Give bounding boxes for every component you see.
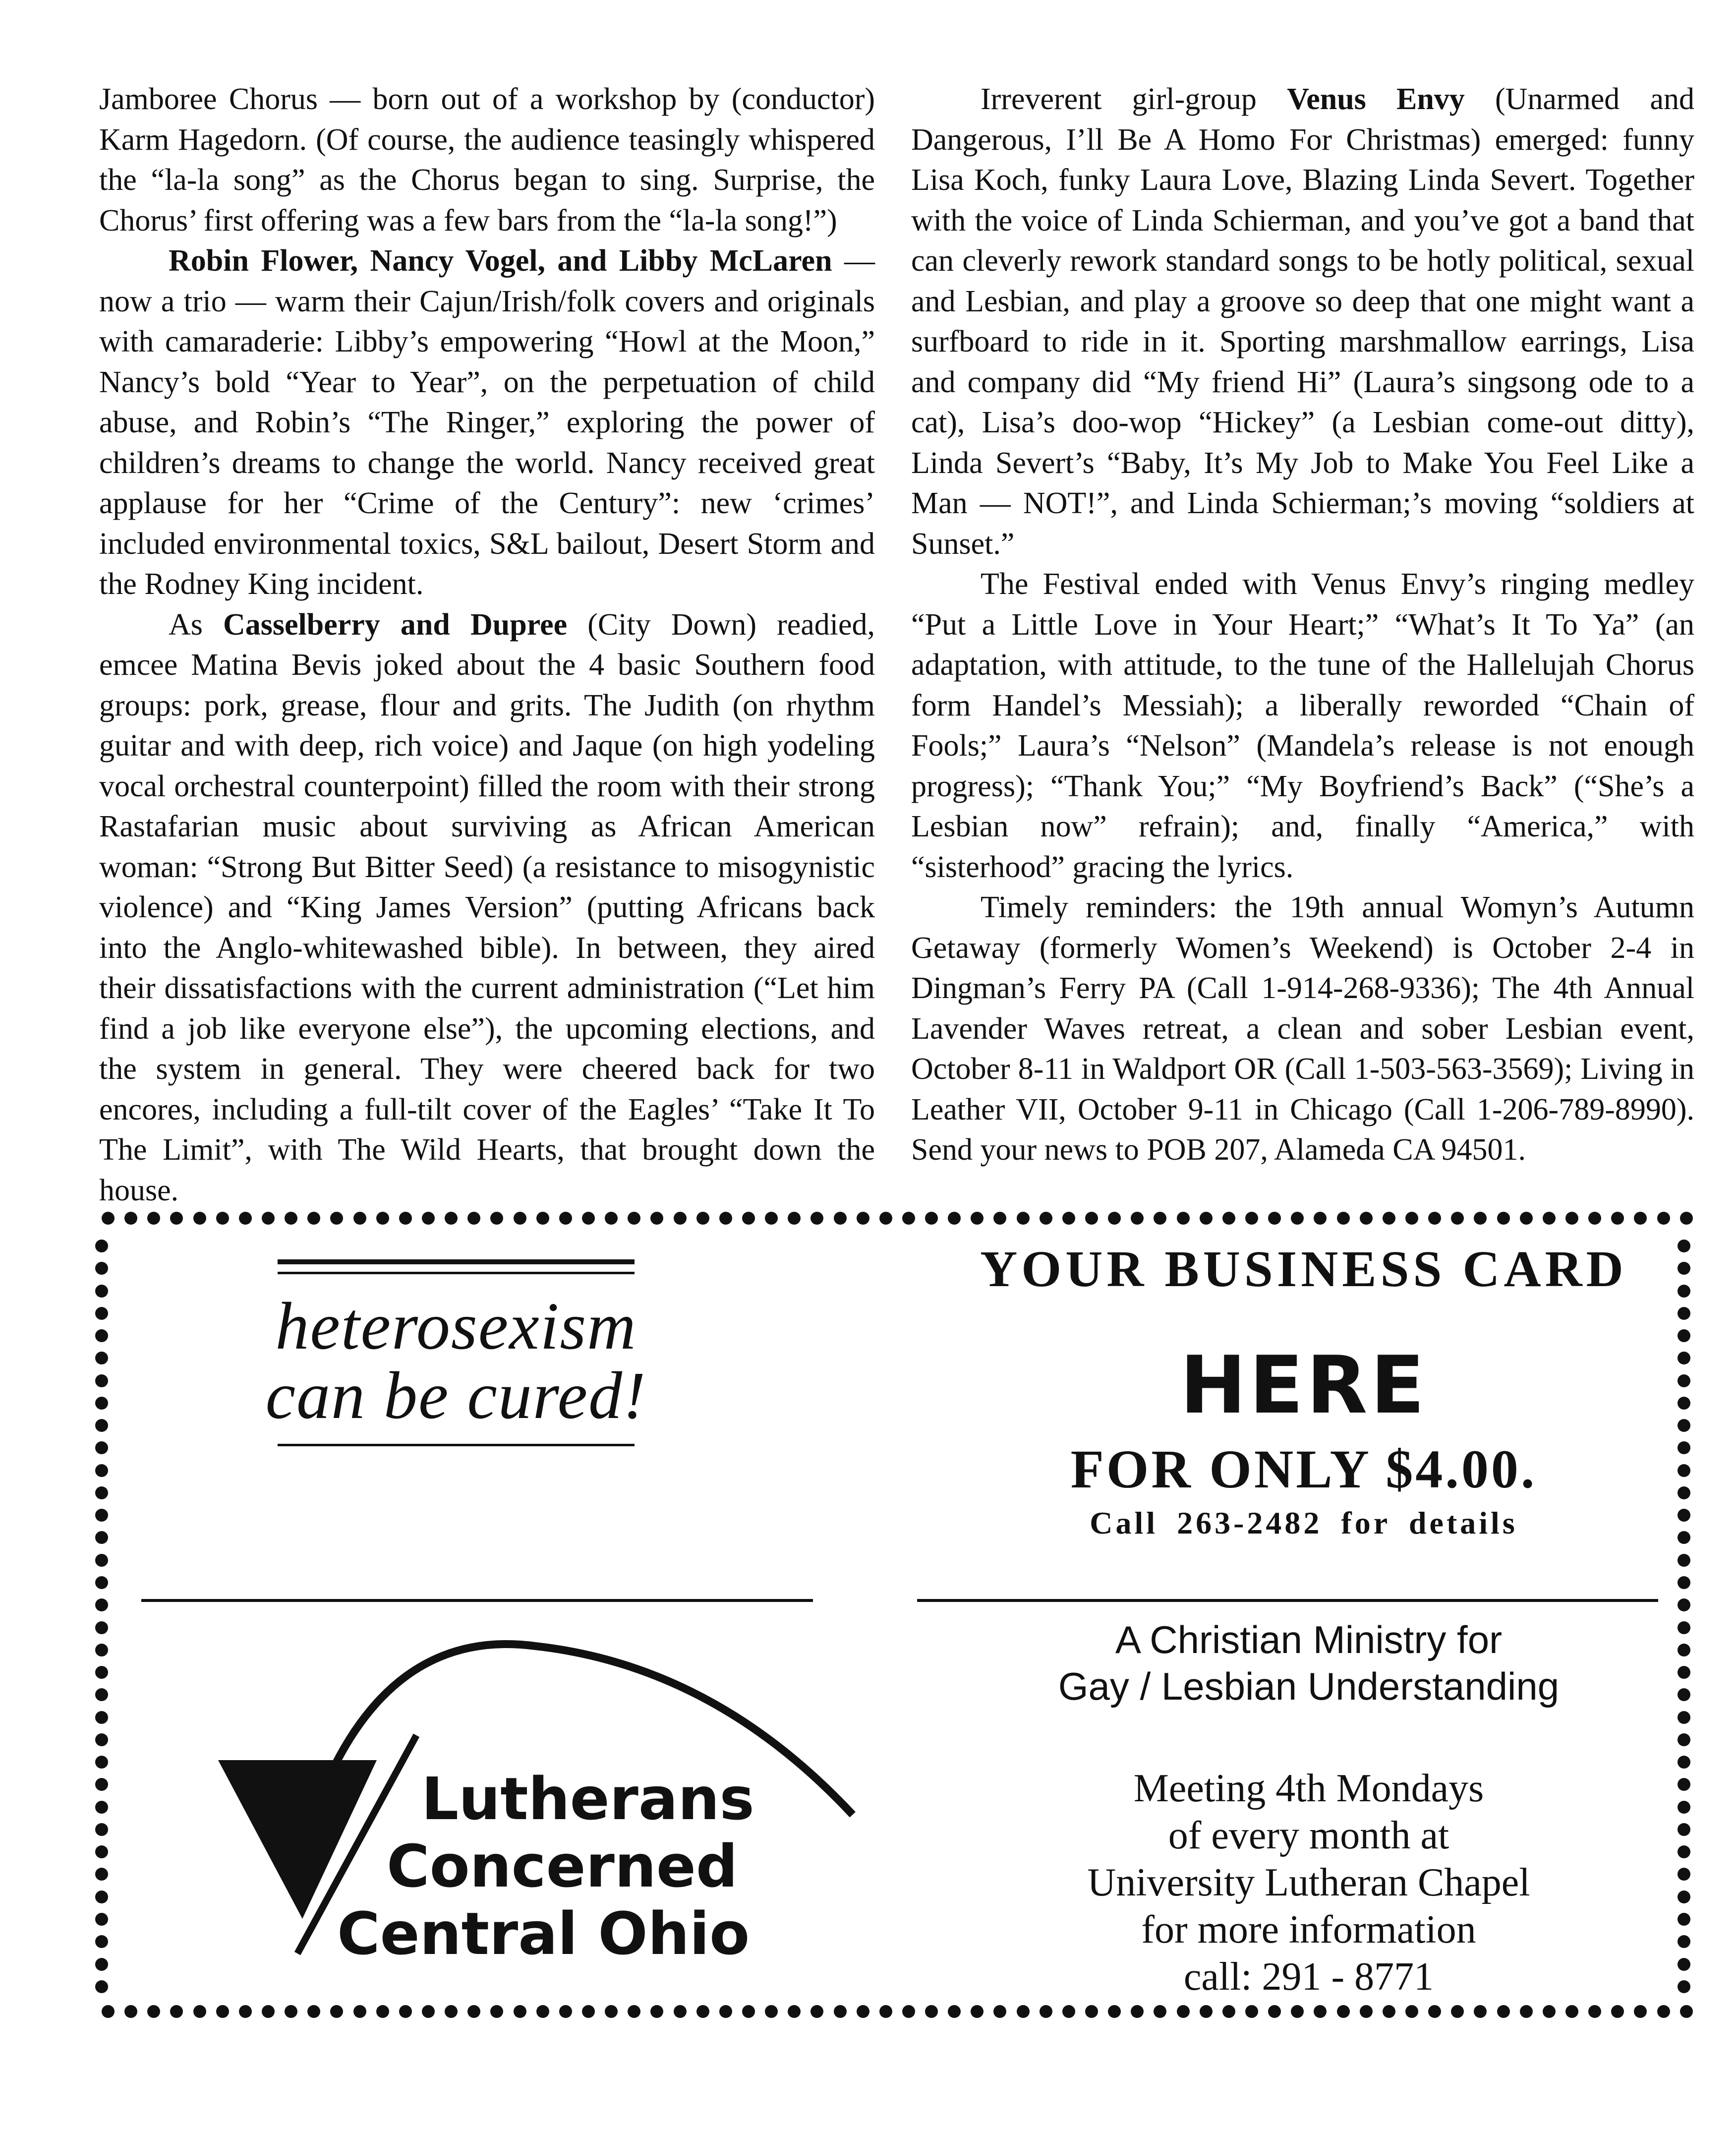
border-dot	[1085, 1212, 1098, 1225]
ad-border-top	[102, 1210, 1693, 1227]
ministry-info	[922, 1765, 1695, 2001]
border-dot	[1678, 1733, 1690, 1746]
ad-divider-right	[917, 1599, 1658, 1602]
border-dot	[742, 1212, 755, 1225]
border-dot	[1634, 1212, 1647, 1225]
border-dot	[95, 1621, 108, 1634]
ministry-info-line-4: for more information	[1141, 1908, 1476, 1952]
border-dot	[1222, 2005, 1235, 2018]
ad-divider-left	[141, 1599, 813, 1602]
hetero-line-2: can be cured!	[265, 1359, 647, 1433]
border-dot	[1678, 1711, 1690, 1724]
border-dot	[285, 1212, 297, 1225]
border-dot	[1428, 1212, 1441, 1225]
hetero-top-rule-2	[278, 1272, 635, 1274]
border-dot	[1177, 2005, 1190, 2018]
border-dot	[1678, 1419, 1690, 1432]
hetero-bottom-rule	[278, 1444, 635, 1446]
border-dot	[1154, 1212, 1166, 1225]
border-dot	[971, 1212, 984, 1225]
border-dot	[1131, 2005, 1144, 2018]
border-dot	[582, 1212, 595, 1225]
article-paragraph-1: Jamboree Chorus — born out of a workshop by (conductor) Karm Hagedorn. (Of course, the audience teasingly whispered the “la-la song” as the Chorus began to sing. Surprise, the Chorus’ first offering was a few bars from the “la-la song!”)	[99, 82, 875, 237]
border-dot	[559, 1212, 572, 1225]
border-dot	[993, 2005, 1006, 2018]
border-dot	[95, 1778, 108, 1791]
article-right-column	[911, 79, 1694, 1171]
border-dot	[95, 1285, 108, 1298]
border-dot	[95, 1666, 108, 1679]
border-dot	[95, 1688, 108, 1701]
business-card-price: FOR ONLY $4.00.	[1070, 1439, 1537, 1499]
border-dot	[1588, 1212, 1601, 1225]
business-card-here: HERE	[1180, 1339, 1428, 1431]
border-dot	[1678, 1576, 1690, 1589]
border-dot	[193, 1212, 206, 1225]
border-dot	[445, 1212, 458, 1225]
border-dot	[674, 1212, 687, 1225]
border-dot	[1268, 2005, 1281, 2018]
ministry-title-line-1: A Christian Ministry for	[1115, 1618, 1503, 1661]
ministry-title	[922, 1616, 1695, 1710]
border-dot	[1131, 1212, 1144, 1225]
border-dot	[1543, 2005, 1556, 2018]
border-dot	[1680, 1212, 1693, 1225]
border-dot	[1634, 2005, 1647, 2018]
border-dot	[1451, 1212, 1464, 1225]
border-dot	[1474, 2005, 1487, 2018]
border-dot	[1040, 2005, 1052, 2018]
border-dot	[1678, 1329, 1690, 1342]
hetero-ad	[263, 1289, 649, 1433]
border-dot	[95, 1397, 108, 1410]
border-dot	[102, 2005, 115, 2018]
border-dot	[1678, 1352, 1690, 1364]
border-dot	[95, 1935, 108, 1948]
border-dot	[1222, 1212, 1235, 1225]
border-dot	[95, 1913, 108, 1926]
article-paragraph-4-text: (Unarmed and Dangerous, I’ll Be A Homo For Christmas) emerged: funny Lisa Koch, funky Laura Love, Blazing Linda Severt. Together with the voice of Linda Schierman, and you’ve got a band that can cleverly rework standard songs to be hotly political, sexual and Lesbian, and play a groove so deep that one might want a surfboard to ride in it. Sporting marshmallow earrings, Lisa and company did “My friend Hi” (Laura’s singsong ode to a cat), Lisa’s doo-wop “Hickey” (a Lesbian come-out ditty), Linda Severt’s “Baby, It’s My Job to Make You Feel Like a Man — NOT!”, and Linda Schierman;’s moving “soldiers at Sunset.”	[911, 82, 1694, 561]
border-dot	[147, 1212, 160, 1225]
border-dot	[1678, 1240, 1690, 1252]
border-dot	[95, 1374, 108, 1387]
border-dot	[95, 1845, 108, 1858]
border-dot	[902, 2005, 915, 2018]
border-dot	[1657, 2005, 1670, 2018]
border-dot	[95, 1486, 108, 1499]
business-card-call: Call 263-2482 for details	[1090, 1505, 1518, 1540]
border-dot	[95, 1464, 108, 1477]
border-dot	[353, 1212, 366, 1225]
article-paragraph-3	[99, 605, 875, 1211]
performer-names-trio: Robin Flower, Nancy Vogel, and Libby McLaren	[169, 244, 832, 278]
border-dot	[1108, 2005, 1121, 2018]
border-dot	[925, 2005, 938, 2018]
border-dot	[239, 1212, 252, 1225]
border-dot	[1678, 1374, 1690, 1387]
border-dot	[95, 1823, 108, 1836]
border-dot	[1428, 2005, 1441, 2018]
border-dot	[95, 1733, 108, 1746]
ministry-info-line-5: call: 291 - 8771	[1183, 1955, 1434, 1999]
border-dot	[95, 1531, 108, 1544]
border-dot	[1678, 1509, 1690, 1522]
border-dot	[948, 1212, 961, 1225]
border-dot	[765, 1212, 778, 1225]
border-dot	[1337, 2005, 1350, 2018]
border-dot	[902, 1212, 915, 1225]
border-dot	[1543, 1212, 1556, 1225]
border-dot	[879, 2005, 892, 2018]
border-dot	[1291, 1212, 1304, 1225]
border-dot	[993, 1212, 1006, 1225]
hetero-top-rule-1	[278, 1259, 635, 1264]
border-dot	[1291, 2005, 1304, 2018]
border-dot	[857, 1212, 869, 1225]
border-dot	[95, 1891, 108, 1903]
border-dot	[1678, 1598, 1690, 1611]
border-dot	[1017, 1212, 1030, 1225]
lutherans-ad	[337, 1765, 754, 1967]
border-dot	[124, 2005, 137, 2018]
border-dot	[1360, 1212, 1373, 1225]
article-paragraph-2	[99, 241, 875, 605]
border-dot	[1314, 1212, 1327, 1225]
border-dot	[399, 1212, 412, 1225]
border-dot	[1200, 2005, 1213, 2018]
border-dot	[95, 1576, 108, 1589]
border-dot	[1245, 2005, 1258, 2018]
hetero-line-1: heterosexism	[275, 1289, 637, 1363]
border-dot	[788, 1212, 801, 1225]
border-dot	[422, 1212, 435, 1225]
border-dot	[95, 1509, 108, 1522]
border-dot	[879, 1212, 892, 1225]
border-dot	[1451, 2005, 1464, 2018]
border-dot	[1565, 2005, 1578, 2018]
border-dot	[1177, 1212, 1190, 1225]
border-dot	[1678, 1486, 1690, 1499]
ad-border-left	[93, 1240, 110, 1993]
border-dot	[1405, 1212, 1418, 1225]
border-dot	[95, 1441, 108, 1454]
border-dot	[216, 1212, 229, 1225]
lutherans-line-1: Lutherans	[421, 1765, 754, 1833]
border-dot	[1383, 1212, 1395, 1225]
border-dot	[95, 1756, 108, 1769]
lutherans-line-3: Central Ohio	[337, 1899, 750, 1968]
border-dot	[1337, 1212, 1350, 1225]
border-dot	[1520, 2005, 1533, 2018]
performer-names-casselberry: Casselberry and Dupree	[223, 607, 568, 642]
border-dot	[95, 1980, 108, 1993]
border-dot	[95, 1419, 108, 1432]
border-dot	[95, 1240, 108, 1252]
border-dot	[147, 2005, 160, 2018]
ministry-info-line-1: Meeting 4th Mondays	[1133, 1767, 1484, 1810]
border-dot	[1678, 1285, 1690, 1298]
border-dot	[1497, 2005, 1510, 2018]
border-dot	[95, 1554, 108, 1567]
border-dot	[95, 1711, 108, 1724]
border-dot	[1678, 1262, 1690, 1275]
border-dot	[102, 1212, 115, 1225]
border-dot	[490, 1212, 503, 1225]
article-paragraph-3-text: (City Down) readied, emcee Matina Bevis joked about the 4 basic Southern food groups: pork, grease, flour and grits. The Judith (on rhythm guitar and with deep, rich voice) and Jaque (on high yodeling vocal orchestral counterpoint) filled the room with their strong Rastafarian music about surviving as African American woman: “Strong But Bitter Seed) (a resistance to misogynistic violence) and “King James Version” (putting Africans back into the Anglo-whitewashed bible). In between, they aired their dissatisfactions with the current administration (“Let him find a job like everyone else”), the upcoming elections, and the system in general. They were cheered back for two encores, including a full-tilt cover of the Eagles’ “Take It To The Limit”, with The Wild Hearts, that brought down the house.	[99, 607, 875, 1207]
border-dot	[170, 2005, 183, 2018]
border-dot	[719, 1212, 732, 1225]
border-dot	[1040, 1212, 1052, 1225]
performer-names-venus: Venus Envy	[1287, 82, 1465, 116]
border-dot	[95, 1329, 108, 1342]
business-card-title: YOUR BUSINESS CARD	[980, 1241, 1627, 1298]
border-dot	[95, 1644, 108, 1656]
border-dot	[628, 1212, 640, 1225]
border-dot	[925, 1212, 938, 1225]
border-dot	[1154, 2005, 1166, 2018]
border-dot	[95, 1352, 108, 1364]
border-dot	[95, 1868, 108, 1881]
border-dot	[1497, 1212, 1510, 1225]
ministry-info-line-3: University Lutheran Chapel	[1087, 1861, 1530, 1904]
border-dot	[1678, 1307, 1690, 1320]
article-left-column	[99, 79, 875, 1211]
article-paragraph-3-lead: As	[169, 607, 223, 642]
article-paragraph-2-text: — now a trio — warm their Cajun/Irish/folk covers and originals with camaraderie: Libby’s empowering “Howl at the Moon,” Nancy’s bold “Year to Year”, on the perpetuation of child abuse, and Robin’s “The Ringer,” exploring the power of children’s dreams to change the world. Nancy received great applause for her “Crime of the Century”: new ‘crimes’ included environmental toxics, S&L bailout, Desert Storm and the Rodney King incident.	[99, 244, 875, 601]
border-dot	[1062, 1212, 1075, 1225]
border-dot	[1474, 1212, 1487, 1225]
border-dot	[605, 1212, 618, 1225]
border-dot	[696, 1212, 709, 1225]
lutherans-line-2: Concerned	[387, 1832, 738, 1900]
border-dot	[1200, 1212, 1213, 1225]
border-dot	[170, 1212, 183, 1225]
border-dot	[514, 1212, 526, 1225]
border-dot	[1678, 1441, 1690, 1454]
border-dot	[1611, 1212, 1624, 1225]
border-dot	[650, 1212, 663, 1225]
border-dot	[1611, 2005, 1624, 2018]
border-dot	[1520, 1212, 1533, 1225]
border-dot	[376, 1212, 389, 1225]
border-dot	[1678, 1531, 1690, 1544]
border-dot	[1405, 2005, 1418, 2018]
border-dot	[193, 2005, 206, 2018]
border-dot	[467, 1212, 480, 1225]
border-dot	[95, 1801, 108, 1814]
border-dot	[1268, 1212, 1281, 1225]
article-paragraph-5: The Festival ended with Venus Envy’s ringing medley “Put a Little Love in Your Heart;” “What’s It To Ya” (an adaptation, with attitude, to the tune of the Hallelujah Chorus form Handel’s Messiah); a liberally reworded “Chain of Fools;” Laura’s “Nelson” (Mandela’s release is not enough progress); “Thank You;” “My Boyfriend’s Back” (“She’s a Lesbian now” refrain); and, finally “America,” with “sisterhood” gracing the lyrics.	[911, 567, 1694, 884]
border-dot	[307, 1212, 320, 1225]
border-dot	[810, 1212, 823, 1225]
article-paragraph-4-lead: Irreverent girl-group	[981, 82, 1287, 116]
border-dot	[1678, 1397, 1690, 1410]
border-dot	[1678, 1464, 1690, 1477]
border-dot	[1108, 1212, 1121, 1225]
border-dot	[1680, 2005, 1693, 2018]
border-dot	[834, 1212, 847, 1225]
border-dot	[971, 2005, 984, 2018]
border-dot	[330, 1212, 343, 1225]
border-dot	[1017, 2005, 1030, 2018]
ministry-info-line-2: of every month at	[1168, 1814, 1449, 1857]
border-dot	[1360, 2005, 1373, 2018]
border-dot	[1383, 2005, 1395, 2018]
ministry-title-line-2: Gay / Lesbian Understanding	[1058, 1664, 1560, 1708]
border-dot	[95, 1307, 108, 1320]
border-dot	[95, 1598, 108, 1611]
border-dot	[1062, 2005, 1075, 2018]
border-dot	[1588, 2005, 1601, 2018]
border-dot	[536, 1212, 549, 1225]
article-paragraph-6: Timely reminders: the 19th annual Womyn’s Autumn Getaway (formerly Women’s Weekend) is October 2-4 in Dingman’s Ferry PA (Call 1-914-268-9336); The 4th Annual Lavender Waves retreat, a clean and sober Lesbian event, October 8-11 in Waldport OR (Call 1-503-563-3569); Living in Leather VII, October 9-11 in Chicago (Call 1-206-789-8990). Send your news to POB 207, Alameda CA 94501.	[911, 890, 1694, 1167]
border-dot	[95, 1958, 108, 1971]
article-paragraph-4	[911, 79, 1694, 564]
border-dot	[124, 1212, 137, 1225]
border-dot	[1245, 1212, 1258, 1225]
border-dot	[948, 2005, 961, 2018]
border-dot	[95, 1262, 108, 1275]
border-dot	[1314, 2005, 1327, 2018]
border-dot	[1565, 1212, 1578, 1225]
border-dot	[1657, 1212, 1670, 1225]
border-dot	[262, 1212, 275, 1225]
border-dot	[1678, 1554, 1690, 1567]
border-dot	[1085, 2005, 1098, 2018]
